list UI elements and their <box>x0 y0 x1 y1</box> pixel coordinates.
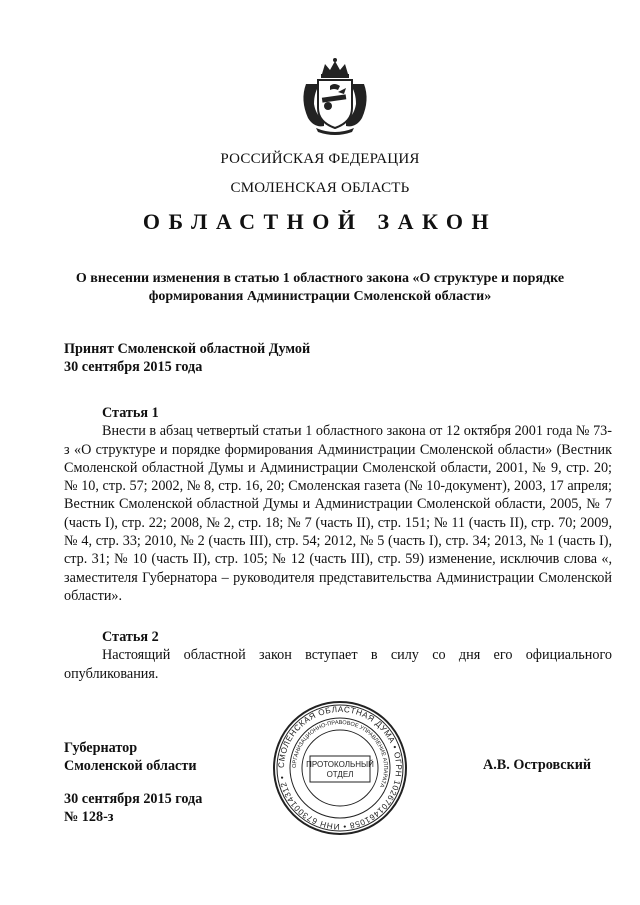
adoption-line-1: Принят Смоленской областной Думой <box>64 341 311 357</box>
stamp-center-line-1: ПРОТОКОЛЬНЫЙ <box>306 760 374 769</box>
article-2-text: Настоящий областной закон вступает в силу со дня его официального опубликования. <box>64 647 612 682</box>
article-2 <box>64 628 612 683</box>
article-1 <box>64 404 612 605</box>
governor-position-line-1: Губернатор <box>64 740 138 756</box>
law-subject-line-2: формирования Администрации Смоленской области» <box>148 289 492 304</box>
law-subject-line-1: О внесении изменения в статью 1 областного закона «О структуре и порядке <box>75 271 565 286</box>
law-number: № 128-з <box>64 809 114 826</box>
article-1-text: Внести в абзац четвертый статьи 1 областного закона от 12 октября 2001 года № 73-з «О структуре и порядке формирования Администрации Смоленской области» (Вестник Смоленской областной Думы и Администрации Смоленской области, 2001, № 9, стр. 20; № 10, стр. 57; 2002, № 8, стр. 16, 20; Смоленская газета (№ 10-документ), 2003, 17 апреля; Вестник Смоленской областной Думы и Администрации Смоленской области, 2005, № 7 (часть I), стр. 22; 2008, № 2, стр. 18; № 7 (часть II), стр. 151; № 11 (часть II), стр. 70; 2009, № 4, стр. 33; 2010, № 2 (часть III), стр. 54; 2012, № 5 (часть I), стр. 34; 2013, № 1 (часть I), стр. 31; № 10 (часть II), стр. 105; № 12 (часть III), стр. 59) изменение, исключив слова «, заместителя Губернатора – руководителя представительства Администрации Смоленской области». <box>64 423 612 604</box>
article-1-heading: Статья 1 <box>102 405 159 421</box>
signing-date: 30 сентября 2015 года <box>64 791 203 807</box>
country-name: РОССИЙСКАЯ ФЕДЕРАЦИЯ <box>220 151 420 167</box>
governor-position-line-2: Смоленской области <box>64 758 197 775</box>
document-title: ОБЛАСТНОЙ ЗАКОН <box>142 209 498 234</box>
signer-name: А.В. Островский <box>483 757 592 773</box>
governor-title <box>64 739 197 776</box>
adoption-date: 30 сентября 2015 года <box>64 359 203 376</box>
stamp-inner-text: ОРГАНИЗАЦИОННО-ПРАВОВОЕ УПРАВЛЕНИЕ АППАРАТА <box>291 719 389 788</box>
coat-of-arms-emblem <box>294 56 376 138</box>
region-name: СМОЛЕНСКАЯ ОБЛАСТЬ <box>230 180 410 196</box>
official-stamp <box>272 700 408 836</box>
signing-info <box>64 790 202 827</box>
article-2-heading: Статья 2 <box>102 629 159 645</box>
stamp-center-line-2: ОТДЕЛ <box>326 770 354 779</box>
stamp-outer-text: СМОЛЕНСКАЯ ОБЛАСТНАЯ ДУМА • ОГРН 1026701461058 • ИНН 6730014312 • <box>276 704 404 832</box>
adoption-block <box>64 340 310 377</box>
